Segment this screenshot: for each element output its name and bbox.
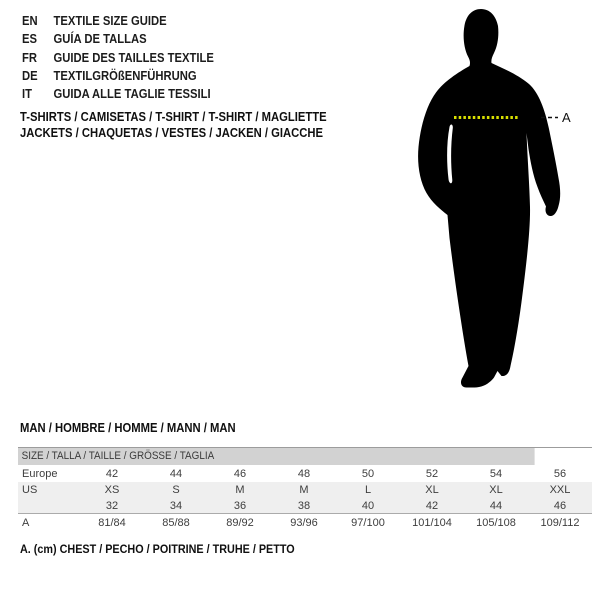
section-title-man: MAN / HOMBRE / HOMME / MANN / MAN — [20, 421, 236, 435]
row-label: Europe — [22, 467, 58, 480]
size-cell: 89/92 — [226, 516, 254, 529]
man-silhouette — [418, 9, 560, 388]
size-cell: 42 — [105, 467, 119, 480]
language-text: GUIDA ALLE TAGLIE TESSILI — [53, 87, 211, 102]
size-cell: 54 — [489, 467, 503, 480]
size-cell: 46 — [553, 499, 567, 512]
size-cell: 42 — [425, 499, 439, 512]
size-cell: M — [299, 484, 309, 496]
size-cell: XXL — [549, 484, 571, 496]
language-text: GUÍA DE TALLAS — [53, 32, 147, 47]
category-line-tshirts: T-SHIRTS / CAMISETAS / T-SHIRT / T-SHIRT / MAGLIETTE — [20, 110, 327, 124]
size-cell: 32 — [105, 499, 119, 512]
size-cell: 109/112 — [540, 516, 580, 529]
size-cell: 36 — [233, 499, 247, 512]
size-cell: XL — [489, 484, 503, 496]
table-header-size: SIZE / TALLA / TAILLE / GRÖSSE / TAGLIA — [18, 448, 535, 465]
language-text: TEXTILGRÖßENFÜHRUNG — [53, 69, 197, 84]
table-row-chest-cm — [18, 513, 592, 531]
size-cell: 40 — [361, 499, 375, 512]
size-cell: 105/108 — [476, 516, 516, 529]
footnote-chest: A. (cm) CHEST / PECHO / POITRINE / TRUHE / PETTO — [20, 542, 295, 556]
size-cell: 44 — [169, 467, 183, 480]
language-code: ES — [22, 32, 38, 47]
table-row-us — [18, 482, 592, 498]
table-row-europe — [18, 465, 592, 482]
size-cell: 34 — [169, 499, 183, 512]
size-cell: 44 — [489, 499, 503, 512]
language-code: IT — [22, 87, 32, 102]
size-cell: 38 — [297, 499, 311, 512]
table-row-us-numeric — [18, 498, 592, 513]
size-cell: 85/88 — [162, 516, 190, 529]
language-text: GUIDE DES TAILLES TEXTILE — [53, 50, 214, 65]
size-cell: M — [235, 484, 245, 496]
size-cell: 50 — [361, 467, 375, 480]
size-cell: XS — [104, 484, 120, 496]
language-code: EN — [22, 14, 38, 29]
size-cell: 101/104 — [412, 516, 452, 529]
measure-label-a: A — [562, 110, 571, 125]
size-cell: 52 — [425, 467, 439, 480]
size-cell: 93/96 — [290, 516, 318, 529]
size-cell: 81/84 — [98, 516, 126, 529]
language-code: DE — [22, 69, 38, 84]
row-label: A — [22, 516, 30, 529]
category-line-jackets: JACKETS / CHAQUETAS / VESTES / JACKEN / GIACCHE — [20, 126, 323, 141]
size-cell: 46 — [233, 467, 247, 480]
size-cell: 56 — [553, 467, 567, 480]
sizes-table — [18, 447, 592, 531]
size-cell: 48 — [297, 467, 311, 480]
language-code: FR — [22, 50, 38, 65]
size-cell: XL — [425, 484, 439, 496]
size-cell: S — [172, 484, 180, 496]
row-label: US — [22, 484, 38, 496]
language-text: TEXTILE SIZE GUIDE — [53, 14, 167, 29]
size-cell: L — [364, 484, 372, 496]
size-cell: 97/100 — [351, 516, 385, 529]
